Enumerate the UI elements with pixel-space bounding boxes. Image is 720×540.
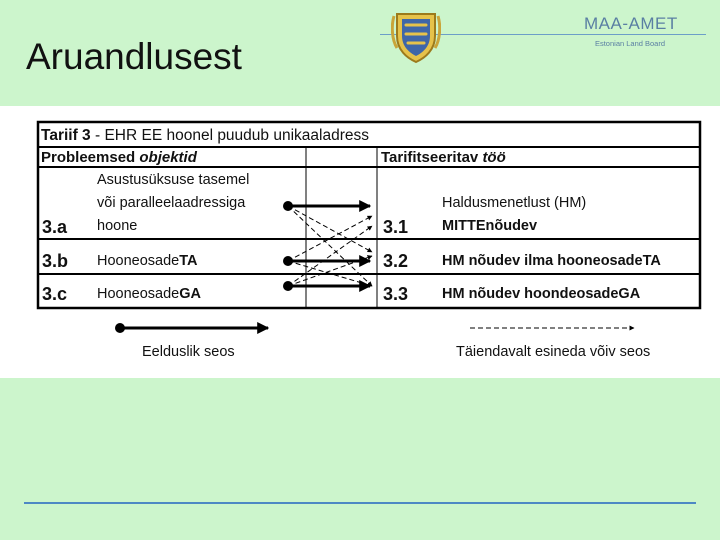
legend-dashed-label: Täiendavalt esineda võiv seos — [456, 344, 651, 360]
row-3a-text-line3: hoone — [97, 218, 138, 234]
footer-divider — [24, 502, 696, 504]
tariff-diagram — [0, 106, 720, 378]
origin-dot-3b — [283, 256, 293, 266]
row-3c-text: HooneosadeGA — [97, 286, 201, 302]
right-column-header: Tarifitseeritav töö — [381, 149, 506, 166]
origin-dot-3a — [283, 201, 293, 211]
coat-of-arms-icon — [391, 10, 441, 64]
row-3b-text: HooneosadeTA — [97, 253, 198, 269]
row-id-3b: 3.b — [42, 251, 69, 271]
dashed-arrow-3c-3-1 — [288, 226, 372, 286]
origin-dot-3c — [283, 281, 293, 291]
dashed-arrow-3a-3-2 — [288, 206, 372, 252]
left-column-header: Probleemsed objektid — [41, 149, 197, 166]
legend-solid-label: Eelduslik seos — [142, 344, 235, 360]
connection-origins — [283, 201, 293, 291]
row-id-3a: 3.a — [42, 217, 68, 237]
diagram-title: Tariif 3 - EHR EE hoonel puudub unikaaladress — [41, 127, 369, 144]
row-id-3-3: 3.3 — [383, 284, 409, 304]
row-3-1-text-line2: MITTEnõudev — [442, 218, 538, 234]
row-id-3-1: 3.1 — [383, 217, 409, 237]
slide-title: Aruandlusest — [26, 36, 242, 77]
row-3-2-text: HM nõudev ilma hooneosadeTA — [442, 253, 661, 269]
row-3-3-text: HM nõudev hoondeosadeGA — [442, 286, 641, 302]
agency-logo — [584, 14, 676, 48]
agency-subtitle: Estonian Land Board — [594, 39, 666, 48]
row-3-1-text-line1: Haldusmenetlust (HM) — [442, 195, 587, 211]
row-id-3c: 3.c — [42, 284, 68, 304]
row-3a-text-line2: või paralleelaadressiga — [97, 195, 246, 211]
row-3a-text-line1: Asustusüksuse tasemel — [97, 172, 250, 188]
row-id-3-2: 3.2 — [383, 251, 409, 271]
legend-dashed — [456, 328, 650, 360]
legend-solid — [115, 323, 268, 360]
agency-name: MAA-AMET — [584, 14, 678, 33]
